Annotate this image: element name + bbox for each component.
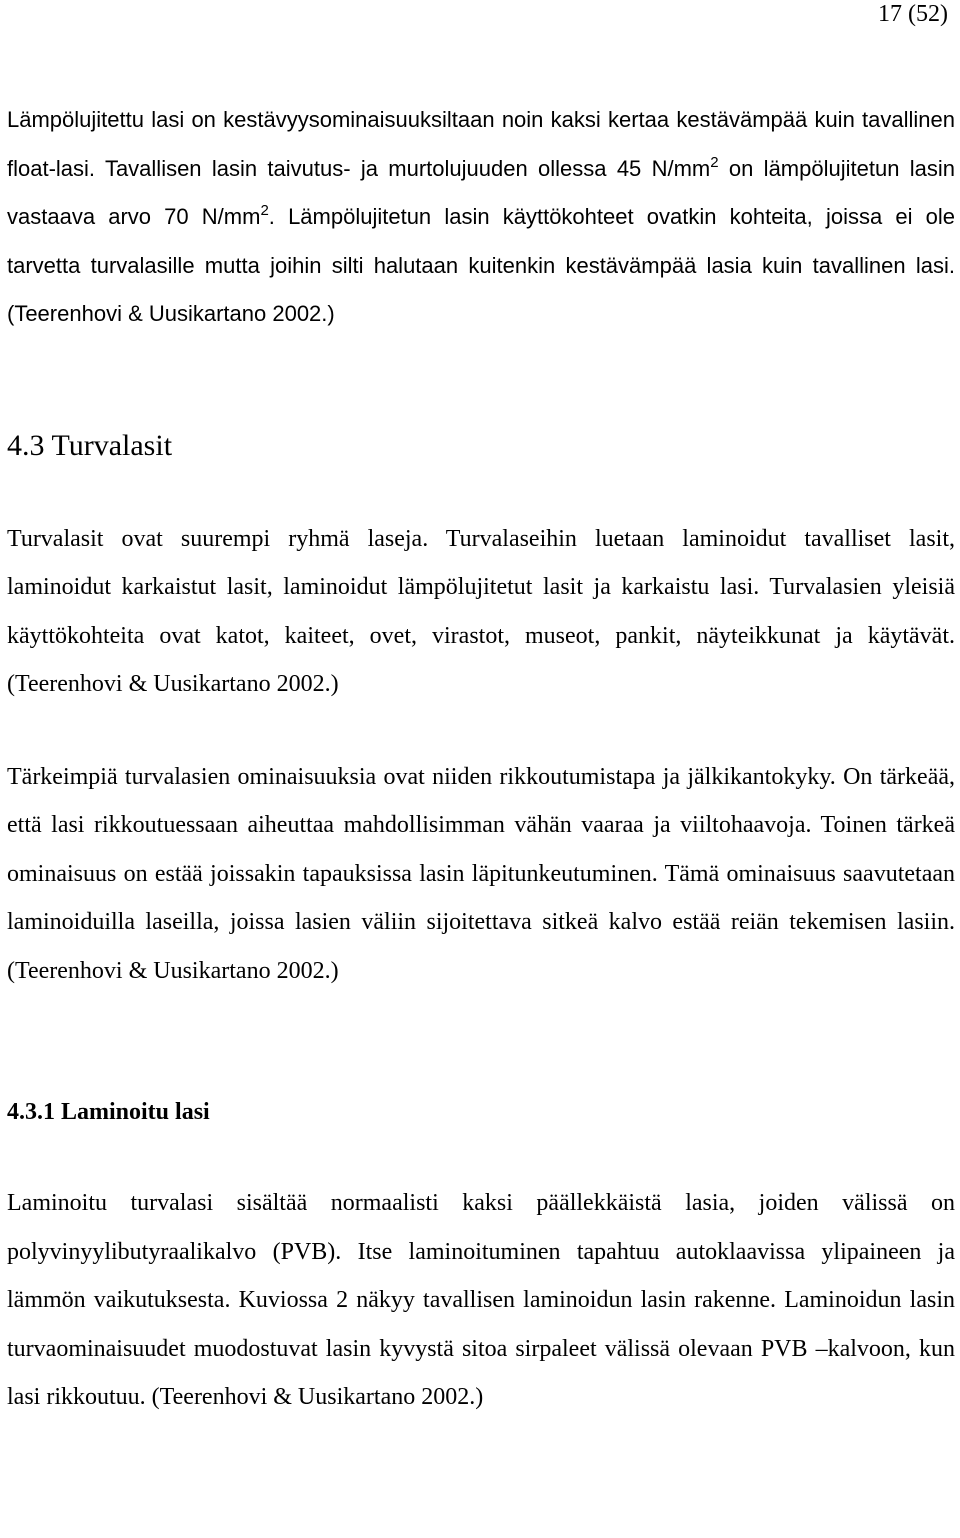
paragraph-turvalasit-2: Tärkeimpiä turvalasien ominaisuuksia ovat niiden rikkoutumistapa ja jälkikantokyky. On tärkeää, että lasi rikkoutuessaan aiheuttaa mahdollisimman vähän vaaraa ja viiltohaavoja. Toinen tärkeä ominaisuus on estää joissakin tapauksissa lasin läpitunkeutuminen. Tämä ominaisuus saavutetaan laminoiduilla laseilla, joissa lasien väliin sijoitettava sitkeä kalvo estää reiän tekemisen lasiin. (Teerenhovi & Uusikartano 2002.) — [7, 763, 955, 984]
intro-text-b: on lämpölujitetun lasin vastaava arvo 70 N/mm — [7, 155, 955, 229]
document-body — [7, 96, 955, 1422]
heading-turvalasit: 4.3 Turvalasit — [7, 428, 173, 462]
paragraph-intro — [7, 96, 955, 339]
paragraph-turvalasit-1: Turvalasit ovat suurempi ryhmä laseja. Turvalaseihin luetaan laminoidut tavalliset lasit, laminoidut karkaistut lasit, laminoidut lämpölujitetut lasit ja karkaistu lasi. Turvalasien yleisiä käyttökohteita ovat katot, kaiteet, ovet, virastot, museot, pankit, näyteikkunat ja käytävät. (Teerenhovi & Uusikartano 2002.) — [7, 525, 955, 697]
superscript-2b: 2 — [260, 202, 269, 219]
intro-text-c: . Lämpölujitetun lasin käyttökohteet ovatkin kohteita, joissa ei ole tarvetta turvalasille mutta joihin silti halutaan kuitenkin kestävämpää lasia kuin tavallinen lasi. (Teerenhovi & Uusikartano 2002.) — [7, 204, 955, 326]
paragraph-laminoitu-1: Laminoitu turvalasi sisältää normaalisti kaksi päällekkäistä lasia, joiden välissä on polyvinyylibutyraalikalvo (PVB). Itse laminoituminen tapahtuu autoklaavissa ylipaineen ja lämmön vaikutuksesta. Kuviossa 2 näkyy tavallisen laminoidun lasin rakenne. Laminoidun lasin turvaominaisuudet muodostuvat lasin kyvystä sitoa sirpaleet välissä olevaan PVB –kalvoon, kun lasi rikkoutuu. (Teerenhovi & Uusikartano 2002.) — [7, 1190, 955, 1410]
page-number: 17 (52) — [878, 1, 948, 27]
superscript-2a: 2 — [710, 153, 719, 171]
intro-text-a: Lämpölujitettu lasi on kestävyysominaisuuksiltaan noin kaksi kertaa kestävämpää kuin tavallinen float-lasi. Tavallisen lasin taivutus- ja murtolujuuden ollessa 45 N/mm — [7, 107, 955, 181]
heading-laminoitu-lasi: 4.3.1 Laminoitu lasi — [7, 1099, 210, 1125]
